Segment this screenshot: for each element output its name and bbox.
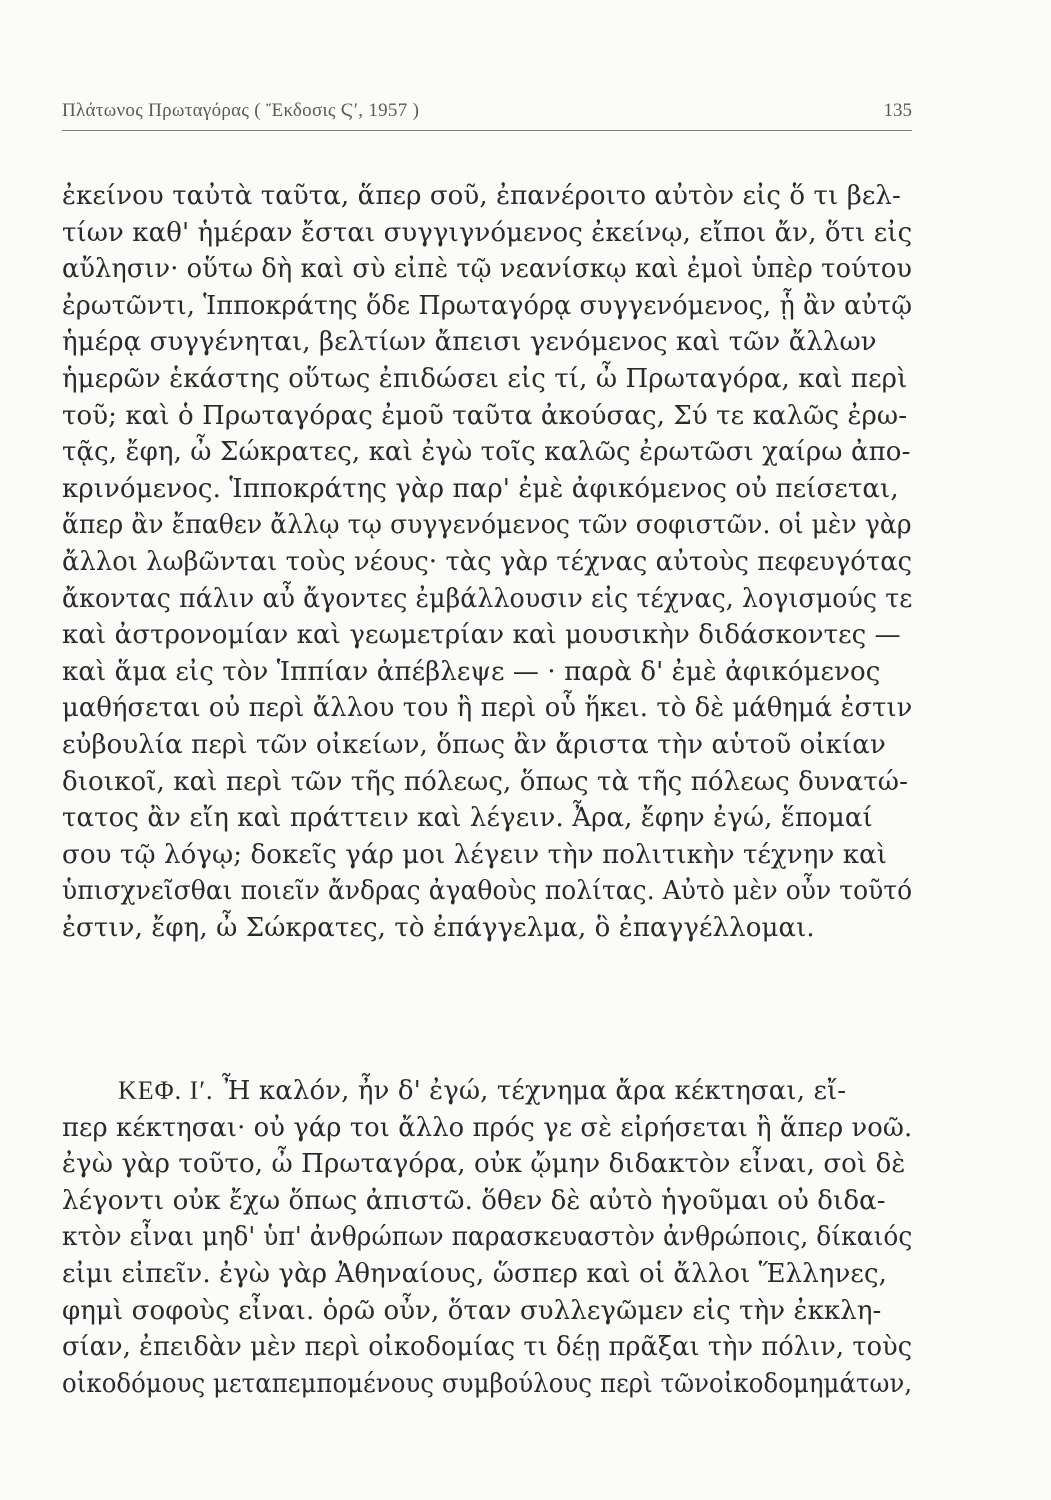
text-line: καὶ ἅμα εἰς τὸν Ἱππίαν ἀπέβλεψε — · παρὰ δ' ἐμὲ ἀφικόμενος bbox=[62, 656, 881, 687]
text-line: ἐρωτῶντι, Ἱπποκράτης ὅδε Πρωταγόρᾳ συγγενόμενος, ᾗ ἂν αὐτῷ bbox=[62, 290, 913, 321]
chapter-first-line bbox=[62, 1073, 912, 1110]
text-line: ἡμέρᾳ συγγένηται, βελτίων ἄπεισι γενόμενος καὶ τῶν ἄλλων bbox=[62, 327, 877, 358]
text-line: Ἦ καλόν, ἦν δ' ἐγώ, τέχνημα ἄρα κέκτησαι, εἴ- bbox=[221, 1076, 847, 1106]
text-line: ὑπισχνεῖσθαι ποιεῖν ἄνδρας ἀγαθοὺς πολίτας. Αὐτὸ μὲν οὖν τοῦτό bbox=[62, 876, 913, 907]
text-line: ἐκείνου ταὐτὰ ταῦτα, ἅπερ σοῦ, ἐπανέροιτο αὐτὸν εἰς ὅ τι βελ- bbox=[62, 181, 901, 211]
text-line: ἄλλοι λωβῶνται τοὺς νέους· τὰς γὰρ τέχνας αὐτοὺς πεφευγότας bbox=[62, 546, 913, 577]
chapter-label: ΚΕΦ. Ι′. bbox=[118, 1076, 214, 1105]
text-line: ἄκοντας πάλιν αὖ ἄγοντες ἐμβάλλουσιν εἰς τέχνας, λογισμούς τε bbox=[62, 583, 913, 614]
paragraph-1 bbox=[62, 178, 912, 946]
text-line: εὐβουλία περὶ τῶν οἰκείων, ὅπως ἂν ἄριστα τὴν αὑτοῦ οἰκίαν bbox=[62, 729, 886, 760]
running-title: Πλάτωνος Πρωταγόρας ( Ἔκδοσις Ϛʹ, 1957 ) bbox=[62, 100, 420, 121]
text-line: καὶ ἀστρονομίαν καὶ γεωμετρίαν καὶ μουσικὴν διδάσκοντες — bbox=[62, 620, 901, 651]
text-line: τοῦ; καὶ ὁ Πρωταγόρας ἐμοῦ ταῦτα ἀκούσας, Σύ τε καλῶς ἐρω- bbox=[62, 400, 908, 431]
text-line: ἡμερῶν ἑκάστης οὕτως ἐπιδώσει εἰς τί, ὦ Πρωταγόρα, καὶ περὶ bbox=[62, 363, 908, 394]
text-line: τατος ἂν εἴη καὶ πράττειν καὶ λέγειν. Ἆρα, ἔφην ἐγώ, ἕπομαί bbox=[62, 803, 873, 834]
text-line: κρινόμενος. Ἱπποκράτης γὰρ παρ' ἐμὲ ἀφικόμενος οὐ πείσεται, bbox=[62, 473, 899, 504]
text-line: τᾷς, ἔφη, ὦ Σώκρατες, καὶ ἐγὼ τοῖς καλῶς ἐρωτῶσι χαίρω ἀπο- bbox=[62, 437, 911, 468]
text-line: λέγοντι οὐκ ἔχω ὅπως ἀπιστῶ. ὅθεν δὲ αὐτὸ ἡγοῦμαι οὐ διδα- bbox=[62, 1185, 886, 1216]
text-line: τίων καθ' ἡμέραν ἔσται συγγιγνόμενος ἐκείνῳ, εἴποι ἄν, ὅτι εἰς bbox=[62, 217, 913, 248]
text-line: μαθήσεται οὐ περὶ ἄλλου του ἢ περὶ οὗ ἥκει. τὸ δὲ μάθημά ἐστιν bbox=[62, 693, 913, 724]
chapter-paragraph bbox=[62, 1073, 912, 1402]
text-line: ἐγὼ γὰρ τοῦτο, ὦ Πρωταγόρα, οὐκ ᾤμην διδακτὸν εἶναι, σοὶ δὲ bbox=[62, 1149, 906, 1180]
text-line: φημὶ σοφοὺς εἶναι. ὁρῶ οὖν, ὅταν συλλεγῶμεν εἰς τὴν ἐκκλη- bbox=[62, 1295, 882, 1326]
page-number: 135 bbox=[883, 100, 912, 121]
text-line: αὔλησιν· οὕτω δὴ καὶ σὺ εἰπὲ τῷ νεανίσκῳ καὶ ἐμοὶ ὑπὲρ τούτου bbox=[62, 254, 913, 285]
text-line: εἰμι εἰπεῖν. ἐγὼ γὰρ Ἀθηναίους, ὥσπερ καὶ οἱ ἄλλοι Ἕλληνες, bbox=[62, 1258, 887, 1289]
running-header bbox=[62, 92, 912, 131]
text-line: ἐστιν, ἔφη, ὦ Σώκρατες, τὸ ἐπάγγελμα, ὃ ἐπαγγέλλομαι. bbox=[62, 912, 815, 943]
text-line: κτὸν εἶναι μηδ' ὑπ' ἀνθρώπων παρασκευαστὸν ἀνθρώποις, δίκαιός bbox=[62, 1222, 913, 1253]
text-line: σίαν, ἐπειδὰν μὲν περὶ οἰκοδομίας τι δέῃ πρᾶξαι τὴν πόλιν, τοὺς bbox=[62, 1332, 913, 1363]
text-line: σου τῷ λόγῳ; δοκεῖς γάρ μοι λέγειν τὴν πολιτικὴν τέχνην καὶ bbox=[62, 839, 888, 870]
text-line: διοικοῖ, καὶ περὶ τῶν τῆς πόλεως, ὅπως τὰ τῆς πόλεως δυνατώ- bbox=[62, 766, 908, 797]
text-line: ἅπερ ἂν ἔπαθεν ἄλλῳ τῳ συγγενόμενος τῶν σοφιστῶν. οἱ μὲν γὰρ bbox=[62, 510, 912, 541]
text-line: οἰκοδόμους μεταπεμπομένους συμβούλους περὶ τῶνοἰκοδομημάτων, bbox=[62, 1368, 913, 1399]
text-line: περ κέκτησαι· οὐ γάρ τοι ἄλλο πρός γε σὲ εἰρήσεται ἢ ἅπερ νοῶ. bbox=[62, 1112, 913, 1143]
